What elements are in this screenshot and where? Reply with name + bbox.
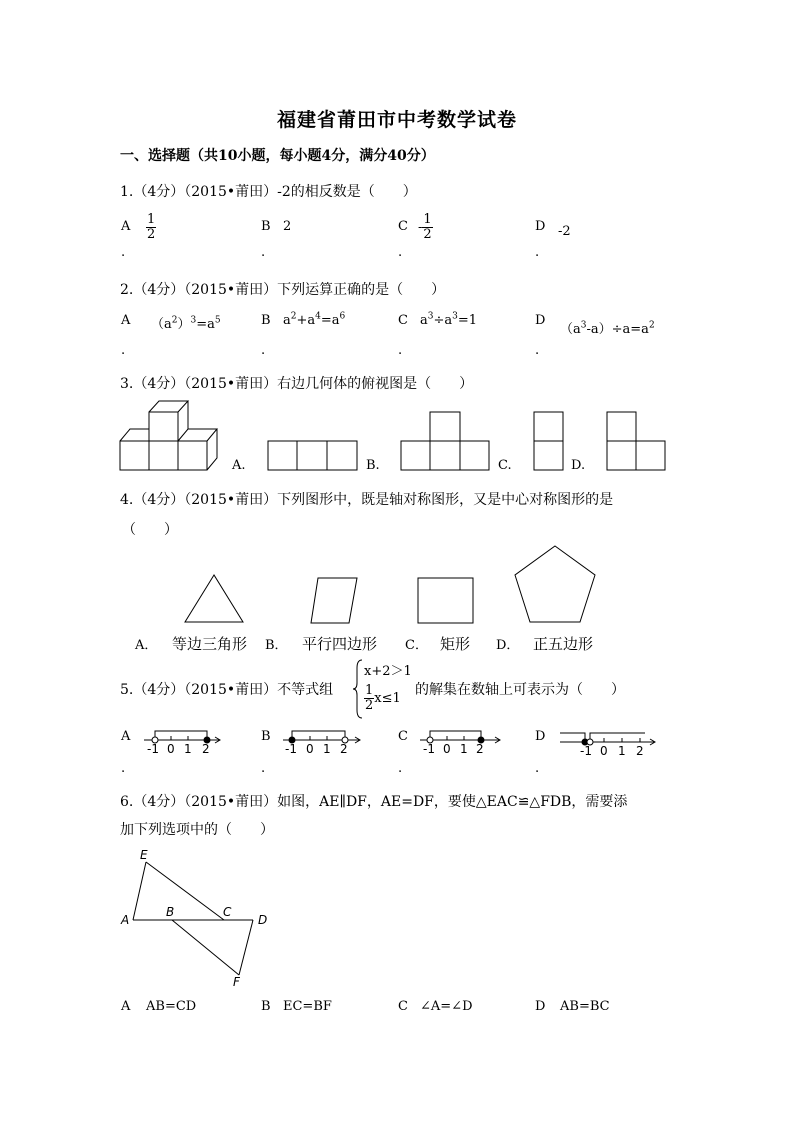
q4-label-d: D． xyxy=(496,638,520,653)
q4-name-b: 平行四边形 xyxy=(302,635,378,653)
q2-label-b: B xyxy=(261,313,271,328)
dot-mark: . xyxy=(535,245,540,260)
q6-option-c: ∠A=∠D xyxy=(420,999,473,1014)
segment-bf xyxy=(172,920,239,975)
q3-label-c: C. xyxy=(498,458,512,473)
question-2-stem: 2.（4分）（2015•莆田）下列运算正确的是（ ） xyxy=(120,282,446,298)
question-3-stem: 3.（4分）（2015•莆田）右边几何体的俯视图是（ ） xyxy=(120,376,474,392)
sys-num: 1 xyxy=(365,683,374,698)
point-label-c: C xyxy=(223,905,232,919)
dot-mark: . xyxy=(121,343,126,358)
tick-label: -1 xyxy=(285,742,297,756)
q5-label-a: A xyxy=(121,729,131,744)
page-title: 福建省莆田市中考数学试卷 xyxy=(276,109,517,131)
q1-label-d: D xyxy=(535,219,546,234)
q6-option-a: AB=CD xyxy=(146,999,197,1014)
tick-label: 1 xyxy=(460,742,468,756)
q1-option-b: 2 xyxy=(283,219,292,234)
question-6-stem-cont: 加下列选项中的（ ） xyxy=(120,822,274,838)
tick-label: 0 xyxy=(443,742,451,756)
point-label-d: D xyxy=(258,913,268,927)
q1-a-num: 1 xyxy=(147,212,156,227)
question-1-stem: 1.（4分）（2015•莆田）-2的相反数是（ ） xyxy=(120,184,417,200)
q1-c-num: 1 xyxy=(423,212,432,227)
tick-label: 2 xyxy=(476,742,484,756)
system-line-1: x+2＞1 xyxy=(364,664,412,679)
q1-c-den: 2 xyxy=(423,226,432,242)
dot-mark: . xyxy=(261,761,266,776)
question-5-stem-post: 的解集在数轴上可表示为（ ） xyxy=(415,682,625,698)
q6-option-b: EC=BF xyxy=(283,999,332,1014)
q1-option-d: -2 xyxy=(558,224,571,239)
q1-label-a: A xyxy=(121,219,131,234)
q2-option-a: $(a^2)^3=a^5$ xyxy=(151,315,221,332)
dot-mark: . xyxy=(398,245,403,260)
q3-label-a: A. xyxy=(232,458,246,473)
dot-mark: . xyxy=(398,343,403,358)
q2-label-a: A xyxy=(121,313,131,328)
q6-label-d: D xyxy=(535,999,546,1014)
tick-label: 2 xyxy=(636,744,644,758)
question-6-stem: 6.（4分）（2015•莆田）如图，AE∥DF，AE=DF，要使△EAC≌△FDB，需要添 xyxy=(120,794,628,810)
q2-option-b: $a^2+a^4=a^6$ xyxy=(283,311,346,328)
q2-label-d: D xyxy=(535,313,546,328)
segment-df xyxy=(239,920,253,975)
q1-label-b: B xyxy=(261,219,271,234)
tick-label: 2 xyxy=(340,742,348,756)
dot-mark: . xyxy=(535,761,540,776)
point-label-b: B xyxy=(166,905,175,919)
tick-label: -1 xyxy=(423,742,435,756)
dot-mark: . xyxy=(121,245,126,260)
point-label-a: A xyxy=(121,913,130,927)
q2-option-c: $a^3\div a^3=1$ xyxy=(420,311,478,328)
tick-label: 2 xyxy=(202,742,210,756)
q4-name-a: 等边三角形 xyxy=(172,635,248,653)
q1-c-sign: - xyxy=(418,220,423,236)
q4-label-c: C． xyxy=(405,638,428,653)
q2-option-d: $(a^3-a)\div a=a^2$ xyxy=(560,320,655,337)
q4-label-a: A． xyxy=(135,638,158,653)
segment-ec xyxy=(146,862,224,920)
q6-label-a: A xyxy=(121,999,131,1014)
q4-name-d: 正五边形 xyxy=(533,635,594,653)
q5-label-b: B xyxy=(261,729,271,744)
segment-ae xyxy=(133,862,146,920)
q4-name-c: 矩形 xyxy=(440,635,471,653)
q4-label-b: B． xyxy=(265,638,288,653)
dot-mark: . xyxy=(398,761,403,776)
tick-label: -1 xyxy=(147,742,159,756)
point-label-e: E xyxy=(140,848,148,862)
tick-label: 0 xyxy=(600,744,608,758)
tick-label: -1 xyxy=(580,744,592,758)
q3-label-b: B. xyxy=(366,458,380,473)
dot-mark: . xyxy=(535,343,540,358)
q6-label-c: C xyxy=(398,999,408,1014)
q6-option-d: AB=BC xyxy=(560,999,610,1014)
sys-rest: x≤1 xyxy=(374,691,401,707)
q2-label-c: C xyxy=(398,313,408,328)
dot-mark: . xyxy=(261,343,266,358)
section-heading: 一、选择题（共10小题，每小题4分，满分40分） xyxy=(120,148,435,164)
question-4-stem-cont: （ ） xyxy=(122,522,178,538)
tick-label: 1 xyxy=(184,742,192,756)
question-5-stem: 5.（4分）（2015•莆田）不等式组 xyxy=(120,682,334,698)
point-label-f: F xyxy=(233,975,240,989)
q3-label-d: D. xyxy=(571,458,586,473)
dot-mark: . xyxy=(261,245,266,260)
q5-label-d: D xyxy=(535,729,546,744)
question-4-stem: 4.（4分）（2015•莆田）下列图形中，既是轴对称图形，又是中心对称图形的是 xyxy=(120,492,614,508)
tick-label: 1 xyxy=(323,742,331,756)
q6-label-b: B xyxy=(261,999,271,1014)
tick-label: 0 xyxy=(167,742,175,756)
tick-label: 1 xyxy=(618,744,626,758)
sys-den: 2 xyxy=(365,697,374,713)
q1-label-c: C xyxy=(398,219,408,234)
q1-a-den: 2 xyxy=(147,226,156,242)
tick-label: 0 xyxy=(306,742,314,756)
q5-label-c: C xyxy=(398,729,408,744)
dot-mark: . xyxy=(121,761,126,776)
